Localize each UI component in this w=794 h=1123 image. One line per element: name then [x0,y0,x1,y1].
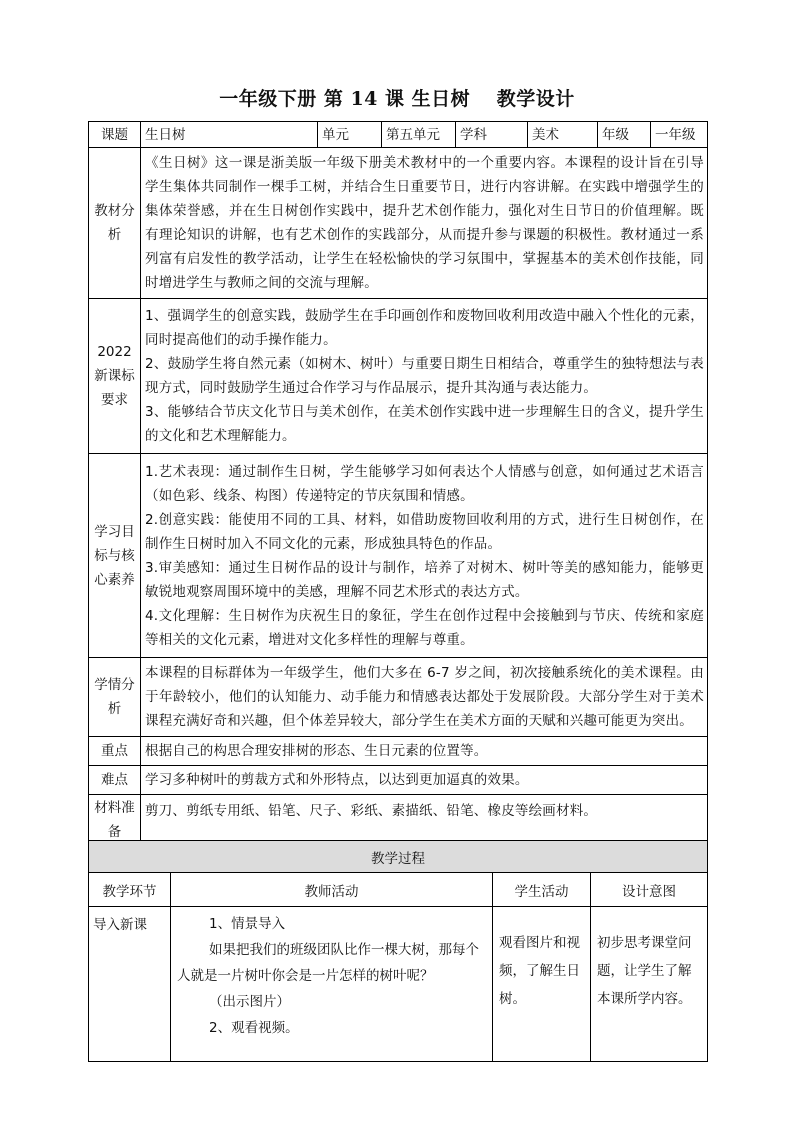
difficulty-label: 难点 [89,766,141,795]
learner-analysis-text: 本课程的目标群体为一年级学生，他们大多在 6-7 岁之间，初次接触系统化的美术课程。由于年龄较小，他们的认知能力、动手能力和情感表达都处于发展阶段。大部分学生对于美术课程充满好奇和兴趣，但个体差异较大，部分学生在美术方面的天赋和兴趣可能更为突出。 [141,658,708,737]
unit-label: 单元 [318,122,382,148]
unit-value: 第五单元 [382,122,456,148]
grade-value: 一年级 [651,122,708,148]
teaching-process-table [88,840,708,1062]
student-cell: 观看图片和视频，了解生日树。 [493,907,591,1062]
teacher-note: （出示图片） [209,994,290,1010]
curriculum-standard-label: 2022 新课标要求 [89,299,141,454]
learner-analysis-label: 学情分析 [89,658,141,737]
intent-cell: 初步思考课堂问题，让学生了解本课所学内容。 [591,907,708,1062]
lesson-value: 生日树 [141,122,318,148]
key-point-text: 根据自己的构思合理安排树的形态、生日元素的位置等。 [141,737,708,766]
subject-value: 美术 [528,122,598,148]
material-analysis-label: 教材分析 [89,148,141,299]
col-teacher: 教师活动 [171,873,493,907]
standard-item: 3、能够结合节庆文化节日与美术创作，在美术创作实践中进一步理解生日的含义，提升学生的文化和艺术理解能力。 [145,404,704,444]
goal-item: 3.审美感知：通过生日树作品的设计与制作，培养了对树木、树叶等美的感知能力，能够更敏锐地观察周围环境中的美感，理解不同艺术形式的表达方式。 [145,559,704,600]
goal-item: 2.创意实践：能使用不同的工具、材料，如借助废物回收利用的方式，进行生日树创作，在制作生日树时加入不同文化的元素，形成独具特色的作品。 [145,511,704,552]
learning-goals-row [89,454,708,658]
materials-label: 材料准备 [89,795,141,846]
stage-cell: 导入新课 [89,907,171,1062]
learner-analysis-row [89,658,708,737]
learning-goals-label: 学习目标与核心素养 [89,454,141,658]
process-row [89,907,708,1062]
difficulty-row [89,766,708,795]
key-point-label: 重点 [89,737,141,766]
col-stage: 教学环节 [89,873,171,907]
process-header: 教学过程 [89,841,708,873]
lesson-label: 课题 [89,122,141,148]
key-point-row [89,737,708,766]
curriculum-standard-text [141,299,708,454]
materials-text: 剪刀、剪纸专用纸、铅笔、尺子、彩纸、素描纸、铅笔、橡皮等绘画材料。 [141,795,708,846]
standard-item: 1、强调学生的创意实践，鼓励学生在手印画创作和废物回收利用改造中融入个性化的元素，同时提高他们的动手操作能力。 [145,308,704,348]
page-title: 一年级下册 第 14 课 生日树 教学设计 [219,88,575,110]
lesson-info-table [88,121,708,846]
material-analysis-row [89,148,708,299]
goal-item: 4.文化理解：生日树作为庆祝生日的象征，学生在创作过程中会接触到与节庆、传统和家庭等相关的文化元素，增进对文化多样性的理解与尊重。 [145,607,704,648]
curriculum-standard-row [89,299,708,454]
material-analysis-text: 《生日树》这一课是浙美版一年级下册美术教材中的一个重要内容。本课程的设计旨在引导学生集体共同制作一棵手工树，并结合生日重要节日，进行内容讲解。在实践中增强学生的集体荣誉感，并在生日树创作实践中，提升艺术创作能力，强化对生日节日的价值理解。既有理论知识的讲解，也有艺术创作的实践部分，从而提升参与课题的积极性。教材通过一系列富有启发性的教学活动，让学生在轻松愉快的学习氛围中，掌握基本的美术创作技能，同时增进学生与教师之间的交流与理解。 [141,148,708,299]
standard-item: 2、鼓励学生将自然元素（如树木、树叶）与重要日期生日相结合，尊重学生的独特想法与表现方式，同时鼓励学生通过合作学习与作品展示，提升其沟通与表达能力。 [145,356,704,396]
learning-goals-text [141,454,708,658]
difficulty-text: 学习多种树叶的剪裁方式和外形特点，以达到更加逼真的效果。 [141,766,708,795]
process-header-row [89,841,708,873]
grade-label: 年级 [598,122,651,148]
goal-item: 1.艺术表现：通过制作生日树，学生能够学习如何表达个人情感与创意，如何通过艺术语言（如色彩、线条、构图）传递特定的节庆氛围和情感。 [145,463,704,504]
teacher-step-1: 1、情景导入 [209,916,286,932]
process-column-row [89,873,708,907]
teacher-cell [171,907,493,1062]
subject-label: 学科 [456,122,528,148]
teacher-paragraph: 如果把我们的班级团队比作一棵大树，那每个人就是一片树叶你会是一片怎样的树叶呢？ [177,942,479,984]
col-intent: 设计意图 [591,873,708,907]
lesson-info-row [89,122,708,148]
materials-row [89,795,708,846]
col-student: 学生活动 [493,873,591,907]
teacher-step-2: 2、观看视频。 [209,1020,299,1036]
